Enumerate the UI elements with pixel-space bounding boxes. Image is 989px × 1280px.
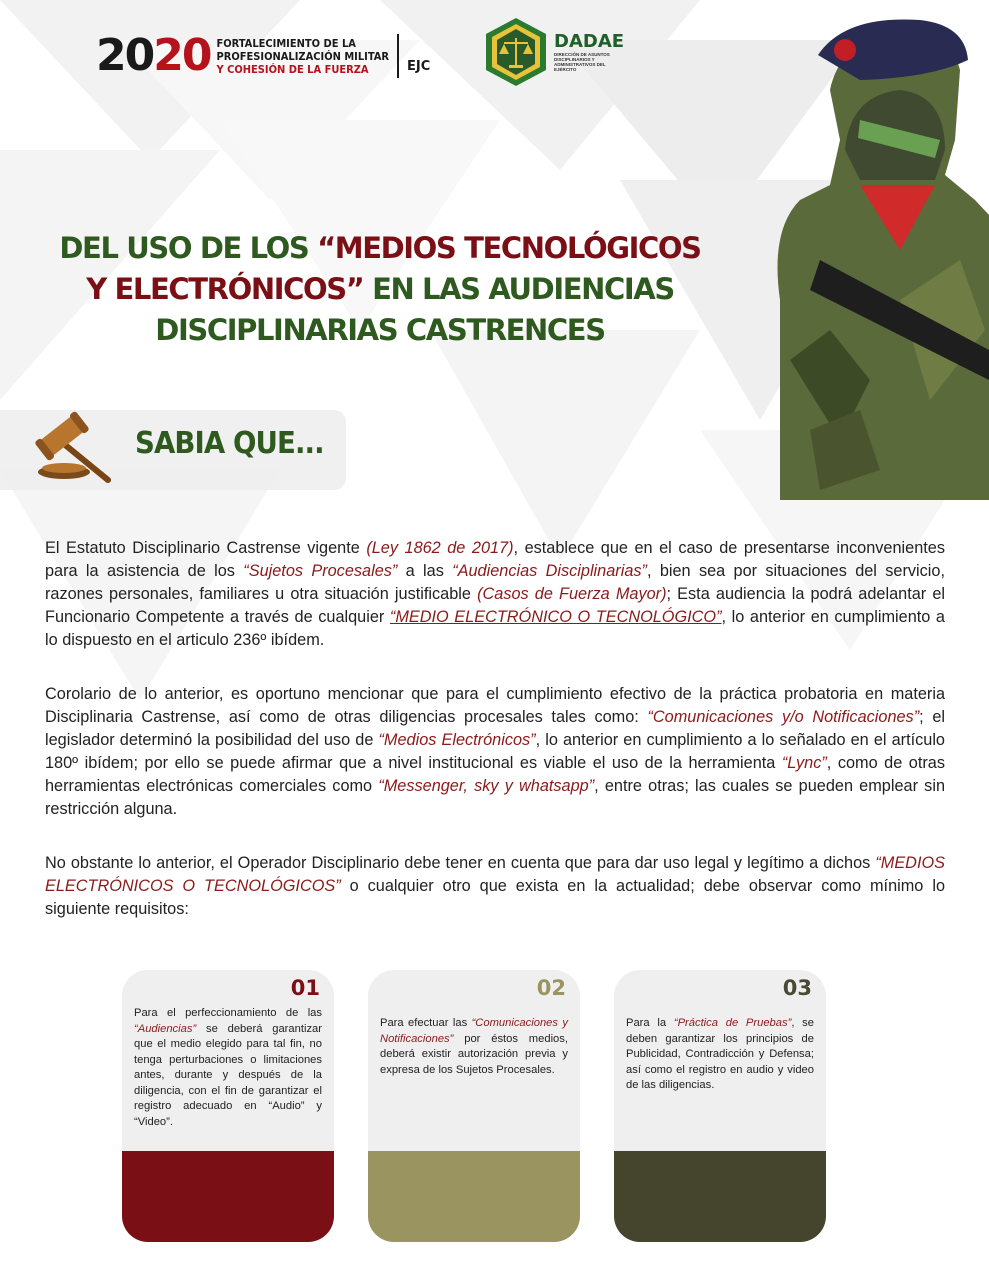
- card-color-band: [368, 1151, 580, 1242]
- paragraph-2: Corolario de lo anterior, es oportuno mencionar que para el cumplimiento efectivo de la práctica probatoria en materia Disciplinaria Castrense, así como de otras diligencias procesales tales como: “Comunicaciones y/o Notificaciones”; el legislador determinó la posibilidad del uso de “Medios Electrónicos”, lo anterior en cumplimiento a lo señalado en el artículo 180º ibídem; por ello se puede afirmar que a nivel institucional es viable el uso de la herramienta “Lync”, como de otras herramientas electrónicas comerciales como “Messenger, sky y whatsapp”, entre otras; las cuales se pueden emplear sin restricción alguna.: [45, 685, 945, 818]
- card-text: Para la “Práctica de Pruebas”, se deben garantizar los principios de Publicidad, Contradicción y Defensa; así como el registro en audio y video de las diligencias.: [626, 1017, 814, 1091]
- paragraph-1: El Estatuto Disciplinario Castrense vigente (Ley 1862 de 2017), establece que en el caso de presentarse inconvenientes para la asistencia de los “Sujetos Procesales” a las “Audiencias Disciplinarias”, bien sea por situaciones del servicio, razones personales, familiares u otra situación justificable (Casos de Fuerza Mayor); Esta audiencia la podrá adelantar el Funcionario Competente a través de cualquier “MEDIO ELECTRÓNICO O TECNOLÓGICO”, lo anterior en cumplimiento a lo dispuesto en el articulo 236º ibídem.: [45, 539, 946, 649]
- gavel-icon: [30, 408, 112, 484]
- year-2020: 2020: [96, 30, 211, 81]
- requirement-card-3: [614, 970, 826, 1242]
- card-number: 02: [536, 976, 566, 1000]
- card-number: 03: [782, 976, 812, 1000]
- dadae-subtitle: DIRECCIÓN DE ASUNTOS DISCIPLINARIOS Y ADMINISTRATIVOS DEL EJÉRCITO: [554, 52, 610, 72]
- paragraph-3: No obstante lo anterior, el Operador Disciplinario debe tener en cuenta que para dar uso legal y legítimo a dichos “MEDIOS ELECTRÓNICOS O TECNOLÓGICOS” o cualquier otro que exista en la actualidad; debe observar como mínimo lo siguiente requisitos:: [45, 854, 945, 918]
- sabia-que-heading: SABIA QUE...: [135, 426, 324, 461]
- dadae-name: DADAE: [554, 31, 625, 52]
- logo-divider: [397, 34, 399, 78]
- logo-2020: [96, 32, 430, 80]
- card-text: Para efectuar las “Comunicaciones y Notificaciones” por éstos medios, deberá existir autorización previa y expresa de los Sujetos Procesales.: [380, 1017, 568, 1076]
- requirement-card-2: [368, 970, 580, 1242]
- card-color-band: [122, 1151, 334, 1242]
- card-color-band: [614, 1151, 826, 1242]
- requirement-card-1: [122, 970, 334, 1242]
- slogan: FORTALECIMIENTO DE LA PROFESIONALIZACIÓN MILITAR Y COHESIÓN DE LA FUERZA: [216, 36, 390, 76]
- card-text: Para el perfeccionamiento de las “Audiencias” se deberá garantizar que el medio elegido para tal fin, no tenga perturbaciones o limitaciones antes, durante y después de la diligencia, con el fin de garantizar el registro adecuado en “Audio” y “Video”.: [134, 1007, 322, 1128]
- ejc-logo: EJC: [407, 58, 431, 74]
- scales-of-justice-icon: [484, 16, 548, 88]
- page-title: DEL USO DE LOS “MEDIOS TECNOLÓGICOS Y ELECTRÓNICOS” EN LAS AUDIENCIAS DISCIPLINARIAS CASTRENCES: [59, 231, 701, 347]
- card-number: 01: [290, 976, 320, 1000]
- dadae-logo: [484, 16, 628, 88]
